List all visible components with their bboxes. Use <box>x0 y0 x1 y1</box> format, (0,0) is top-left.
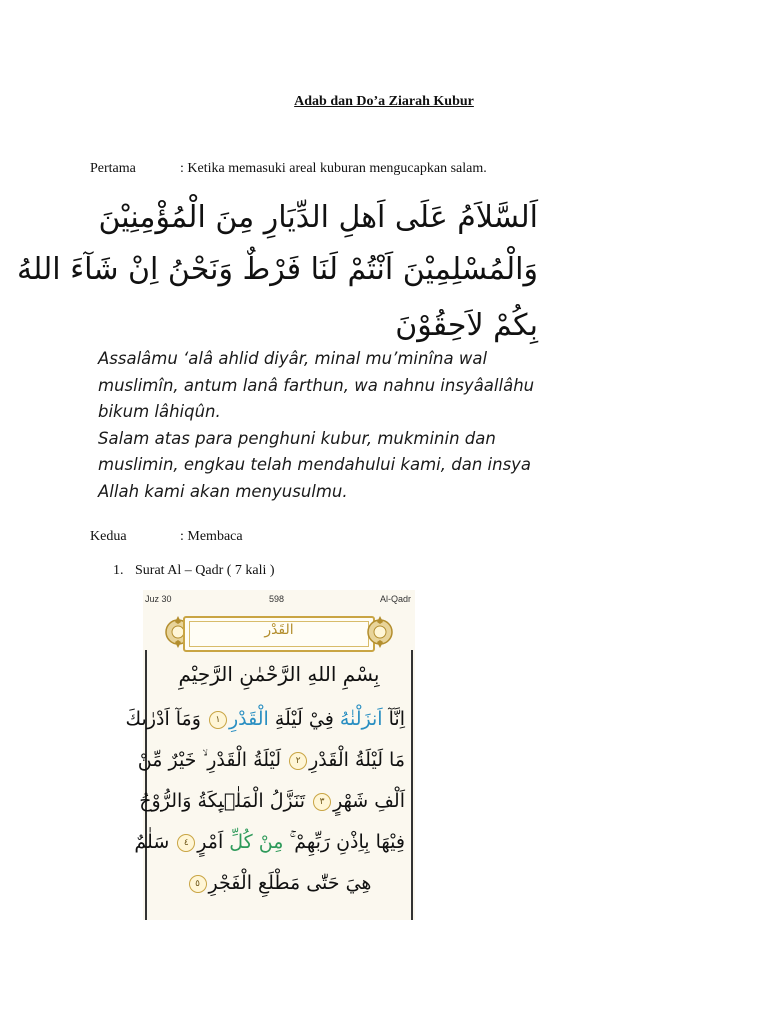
quran-page-image <box>125 590 415 920</box>
surah-banner <box>183 616 375 652</box>
basmala: بِسْمِ اللهِ الرَّحْمٰنِ الرَّحِيْمِ <box>178 662 380 686</box>
verse-line <box>139 790 405 812</box>
verse-text: الْقَدْرِ <box>228 708 269 730</box>
arabic-line: بِكُمْ لاَحِقُوْنَ <box>395 308 538 343</box>
transliteration-line: bikum lâhiqûn. <box>98 402 221 421</box>
page-border-right <box>411 650 413 920</box>
verse-line <box>134 831 405 853</box>
page-border-left <box>145 650 147 920</box>
translation-line: Salam atas para penghuni kubur, mukminin dan <box>98 428 496 448</box>
transliteration <box>98 346 538 505</box>
verse-text: هِيَ حَتّٰى مَطْلَعِ الْفَجْرِ <box>208 872 372 894</box>
list-item <box>113 563 275 579</box>
greeting-prayer <box>17 196 538 502</box>
verse-line <box>137 749 405 771</box>
verse-text: اَنزَلْنٰهُ <box>339 708 383 730</box>
list-item-number: 1. <box>113 563 124 578</box>
ayah-number-marker: ١ <box>209 711 227 729</box>
verse-text: اِنَّآ <box>382 708 405 730</box>
translation-line: muslimin, engkau telah mendahului kami, dan insya <box>98 455 532 474</box>
juz-label: Juz 30 <box>145 594 172 604</box>
transliteration-line: Assalâmu ‘alâ ahlid diyâr, minal mu’minîna wal <box>98 349 488 368</box>
verse-text: مَا لَيْلَةُ الْقَدْرِ <box>309 749 405 771</box>
arabic-line: وَالْمُسْلِمِيْنَ اَنْتُمْ لَنَا فَرْطٌ وَنَحْنُ اِنْ شَآءَ اللهُ <box>17 252 538 287</box>
verse-text: فِيْهَا بِاِذْنِ رَبِّهِمْ ۚ <box>283 831 405 853</box>
ornament-right-icon <box>365 612 395 652</box>
ayah-number-marker: ٥ <box>189 875 207 893</box>
quran-page-header <box>143 594 415 608</box>
translation-line: Allah kami akan menyusulmu. <box>98 481 348 501</box>
document-title: Adab dan Do’a Ziarah Kubur <box>294 94 474 109</box>
section-first <box>90 161 487 177</box>
verse-text: فِيْ لَيْلَةِ <box>268 708 340 730</box>
verse-text: اَلْفِ شَهْرٍ <box>333 790 405 812</box>
surah-label: Al-Qadr <box>379 594 411 604</box>
ayah-number-marker: ٤ <box>177 834 195 852</box>
verse-text: وَمَآ اَدْرٰىكَ <box>125 708 207 730</box>
ayah-number-marker: ٣ <box>313 793 331 811</box>
section-second <box>90 529 243 545</box>
transliteration-line: muslimîn, antum lanâ farthun, wa nahnu insyâallâhu <box>98 375 535 395</box>
verse-line <box>125 708 405 730</box>
ayah-number-marker: ٢ <box>289 752 307 770</box>
section-second-text: : Membaca <box>180 529 243 544</box>
section-first-label: Pertama <box>90 161 136 176</box>
section-first-text: : Ketika memasuki areal kuburan mengucapkan salam. <box>180 161 487 176</box>
arabic-line: اَلسَّلاَمُ عَلَى اَهلِ الدِّيَارِ مِنَ الْمُؤْمِنِيْنَ <box>98 200 538 235</box>
page-number: 598 <box>269 594 285 604</box>
verse-text: مِنْ كُلِّ <box>229 831 284 853</box>
verse-text: اَمْرٍ <box>197 831 230 853</box>
verse-line <box>153 872 405 894</box>
verse-text: لَيْلَةُ الْقَدْرِ ۙ خَيْرٌ مِّنْ <box>137 749 288 771</box>
verse-text: سَلٰمٌ <box>134 831 176 853</box>
verse-text: تَنَزَّلُ الْمَلٰۤىِٕكَةُ وَالرُّوْحُ <box>139 790 312 812</box>
surah-name-arabic: القَدْر <box>264 622 294 638</box>
list-item-text: Surat Al – Qadr ( 7 kali ) <box>135 563 275 578</box>
section-second-label: Kedua <box>90 529 127 544</box>
